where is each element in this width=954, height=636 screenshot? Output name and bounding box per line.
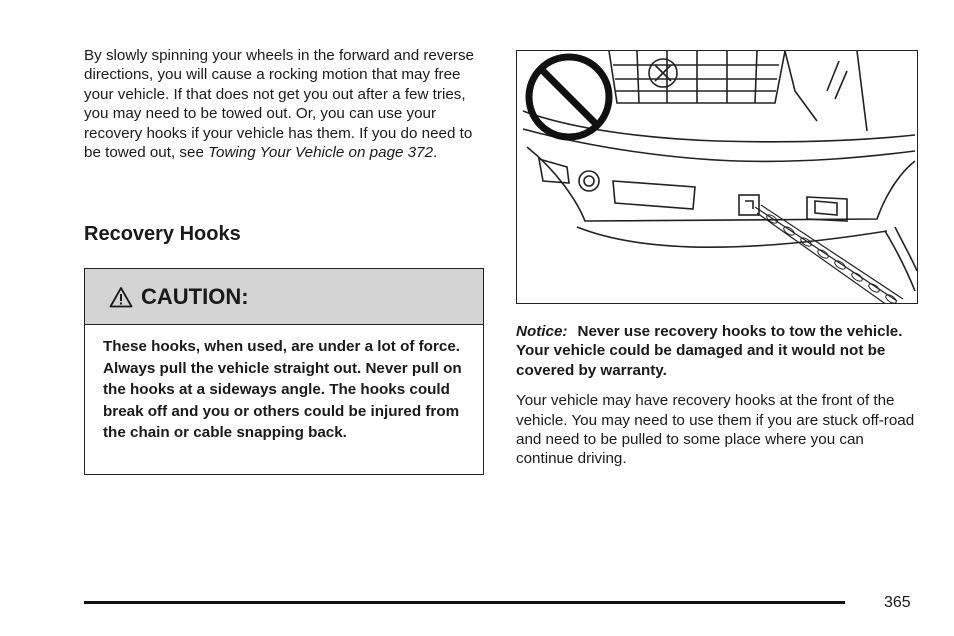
page-number: 365 xyxy=(884,594,911,611)
caution-header xyxy=(85,269,483,325)
intro-text: By slowly spinning your wheels in the forward and reverse directions, you will cause a rocking motion that may free your vehicle. If that does not get you out after a few tries, you may need to be towed out. Or, you can use your recovery hooks if your vehicle has them. If you do need to be towed out, see xyxy=(84,47,475,162)
no-symbol-icon xyxy=(529,57,609,137)
left-column xyxy=(84,46,486,442)
intro-paragraph xyxy=(84,46,486,162)
towing-reference-link[interactable]: Towing Your Vehicle on page 372 xyxy=(208,144,434,162)
caution-title: CAUTION: xyxy=(141,283,249,309)
notice-paragraph xyxy=(516,322,918,380)
warning-triangle-icon xyxy=(109,286,133,308)
notice-text: Never use recovery hooks to tow the vehicle. Your vehicle could be damaged and it would not be covered by warranty. xyxy=(516,323,903,379)
footer-rule xyxy=(84,601,845,604)
recovery-hook-illustration xyxy=(516,50,918,304)
vehicle-front-illustration xyxy=(517,51,918,304)
hooks-paragraph: Your vehicle may have recovery hooks at the front of the vehicle. You may need to use them if you are stuck off-road and need to be pulled to some place where you can continue driving. xyxy=(516,392,915,468)
caution-box xyxy=(84,268,484,475)
intro-end: . xyxy=(433,144,438,162)
section-heading: Recovery Hooks xyxy=(84,223,241,245)
notice-label: Notice: xyxy=(516,323,568,340)
right-column xyxy=(516,50,918,469)
caution-text: These hooks, when used, are under a lot of force. Always pull the vehicle straight out. Never pull on the hooks at a sideways angle. The hooks could break off and you or others could be injured from the chain or cable snapping back. xyxy=(103,338,462,442)
